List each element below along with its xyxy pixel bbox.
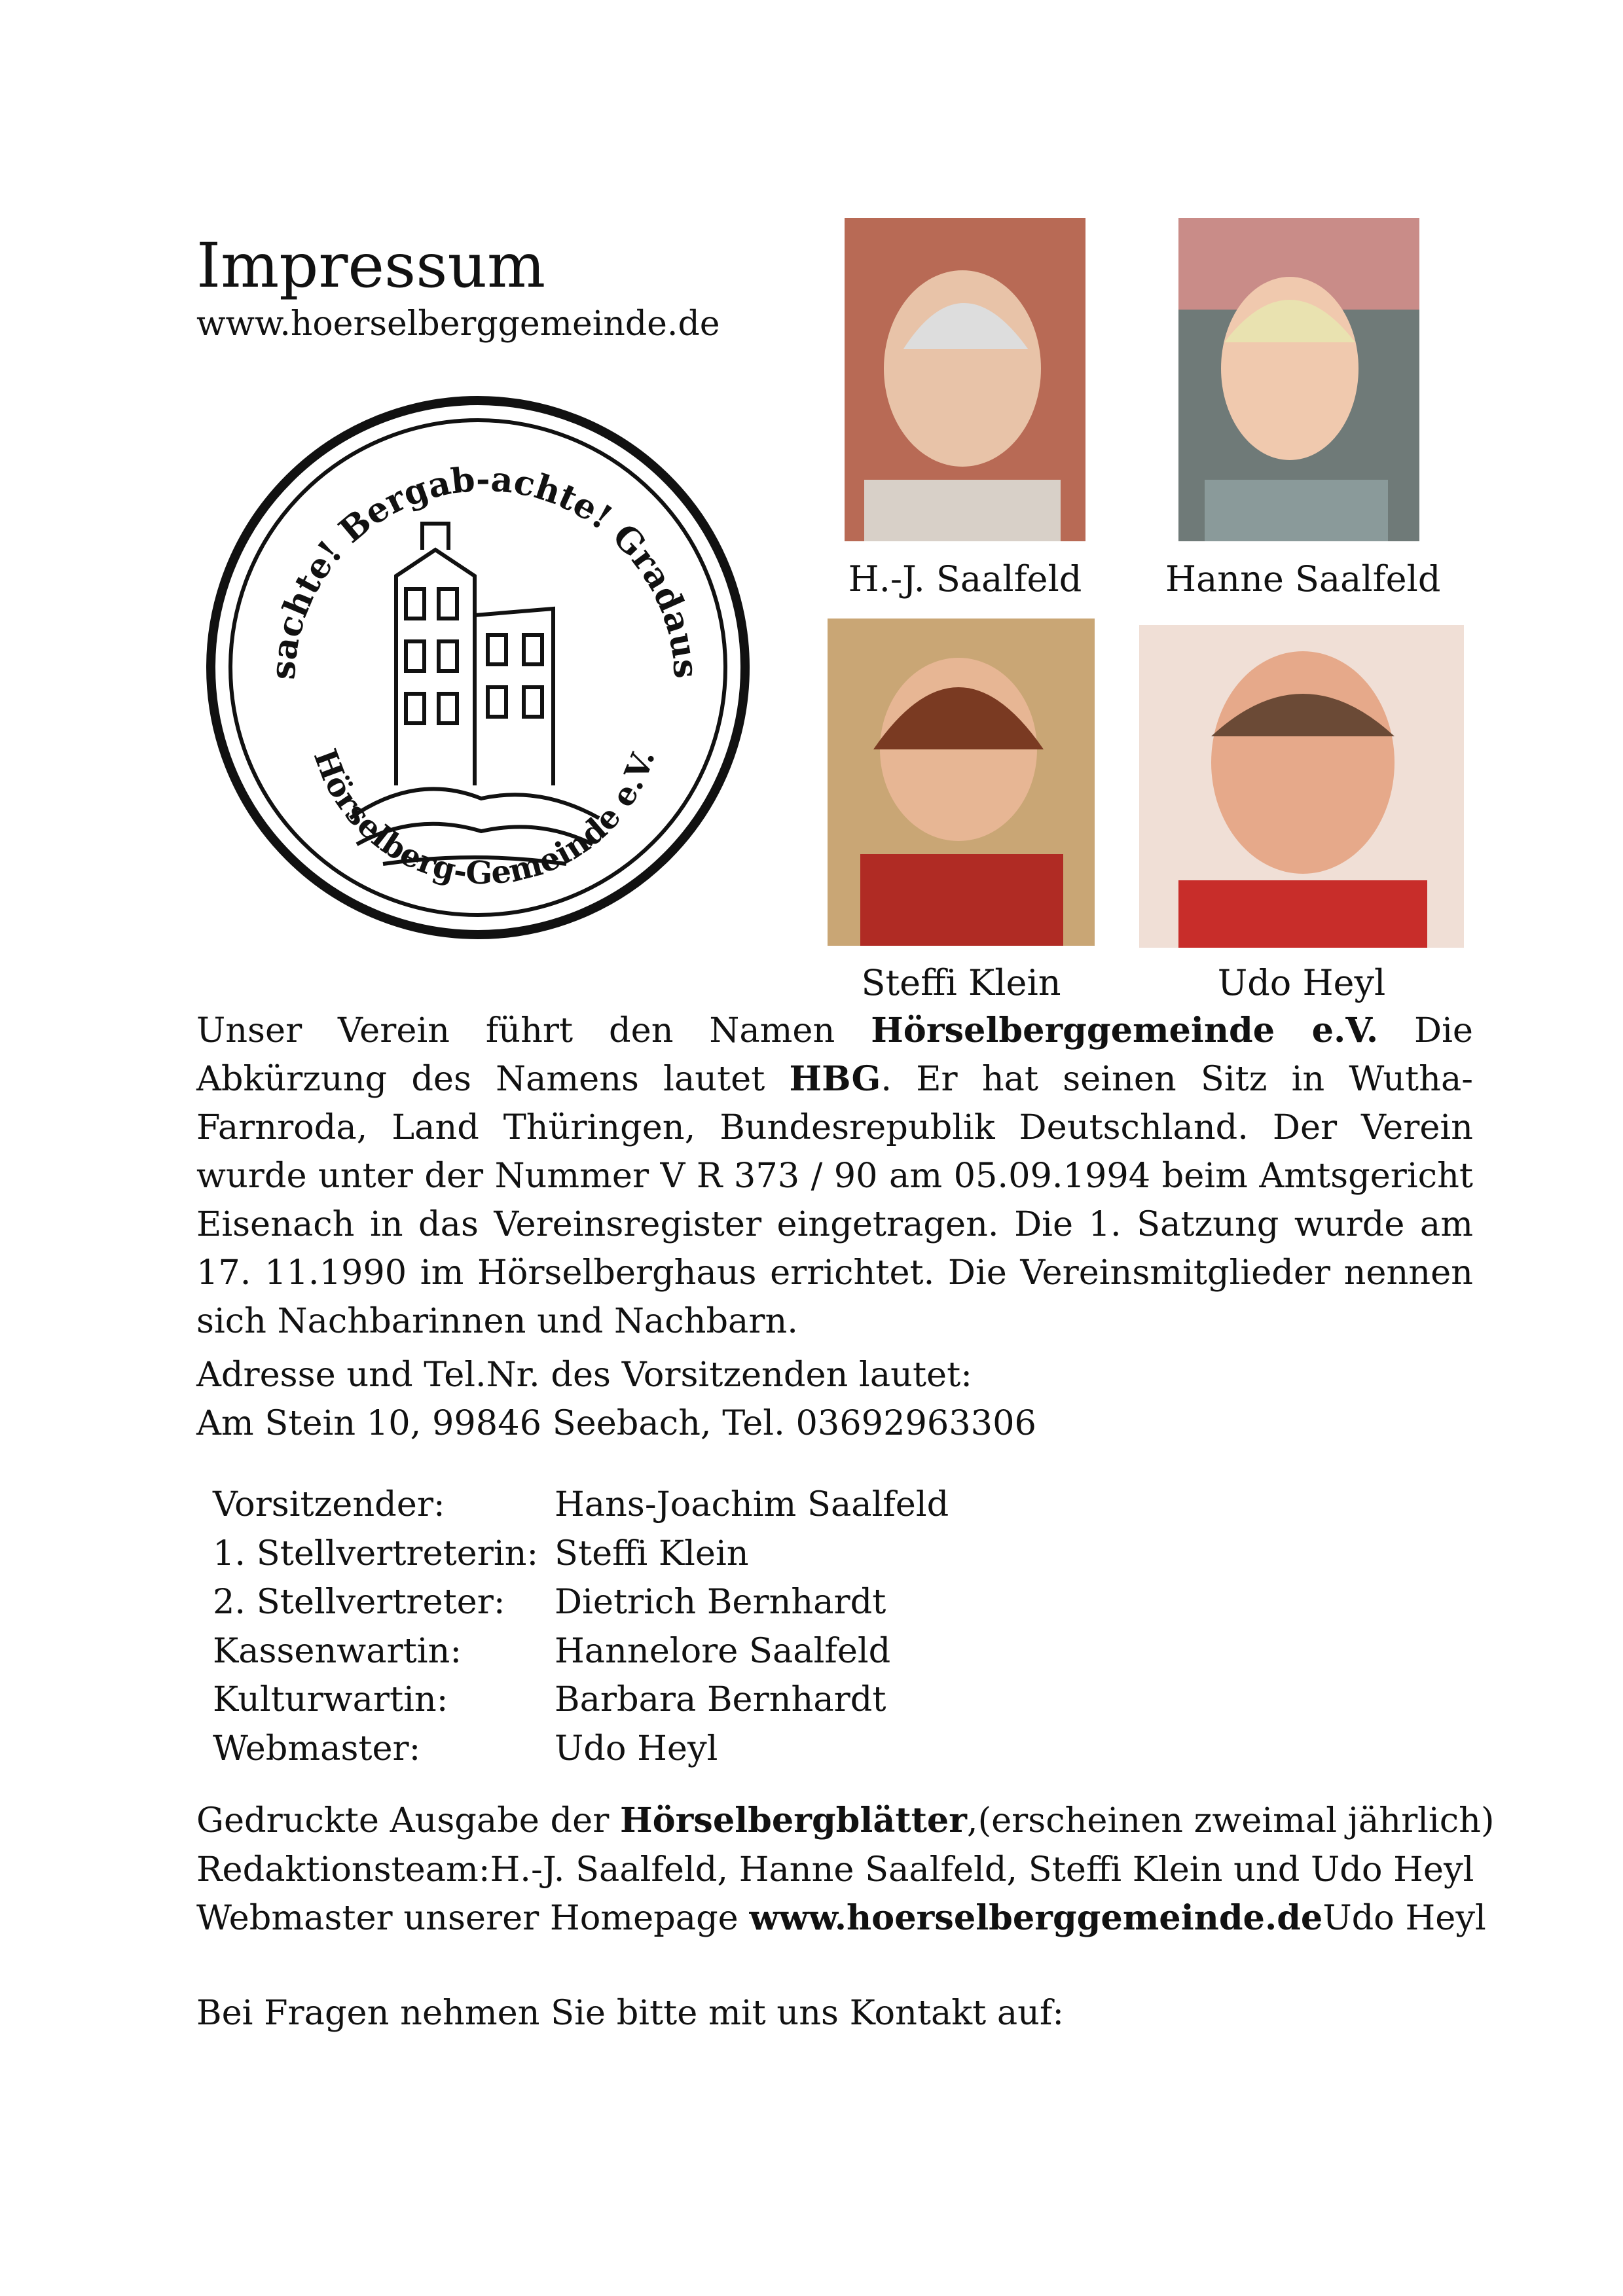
photo-udo-heyl [1139,625,1464,948]
board-list [213,1480,949,1773]
website-url: www.hoerselberggemeinde.de [196,304,720,344]
seal-text-top: sachte! Bergab-achte! Gradaus [263,459,706,681]
caption-hanne-saalfeld: Hanne Saalfeld [1165,558,1441,600]
caption-hj-saalfeld: H.-J. Saalfeld [848,558,1082,600]
photo-steffi-klein [828,619,1095,946]
homepage-link[interactable]: www.hoerselberggemeinde.de [749,1898,1323,1938]
photo-hj-saalfeld [845,218,1085,541]
photo-hanne-saalfeld [1178,218,1419,541]
address-label: Adresse und Tel.Nr. des Vorsitzenden lautet: [196,1355,972,1395]
intro-paragraph: Unser Verein führt den Namen Hörselberggemeinde e.V. Die Abkürzung des Namens lautet HBG. Er hat seinen Sitz in Wutha-Farnroda, Land Thüringen, Bundesrepublik Deutschland. Der Verein wurde unter der Nummer V R 373 / 90 am 05.09.1994 beim Amtsgericht Eisenach in das Vereinsregister eingetragen. Die 1. Satzung wurde am 17. 11.1990 im Hörselberghaus errichtet. Die Vereinsmitglieder nennen sich Nachbarinnen und Nachbarn. [196,1011,1473,1341]
address-value: Am Stein 10, 99846 Seebach, Tel. 03692963306 [196,1403,1036,1443]
caption-udo-heyl: Udo Heyl [1217,962,1386,1003]
publication-frequency: (erscheinen zweimal jährlich) [977,1801,1495,1840]
board-row: Kassenwartin: Hannelore Saalfeld [213,1630,891,1671]
board-row: Kulturwartin: Barbara Bernhardt [213,1679,886,1719]
board-row: 2. Stellvertreter: Dietrich Bernhardt [213,1582,886,1622]
publication-row: Gedruckte Ausgabe der Hörselbergblätter, (erscheinen zweimal jährlich) [196,1797,1473,1846]
contact-note: Bei Fragen nehmen Sie bitte mit uns Kontakt auf: [196,1993,1065,2033]
editorial-team-members: H.-J. Saalfeld, Hanne Saalfeld, Steffi Klein und Udo Heyl [490,1849,1474,1890]
org-name: Hörselberggemeinde e.V. [871,1011,1379,1050]
seal-text-bottom: Hörselberg-Gemeinde e.V. [306,744,663,892]
caption-steffi-klein: Steffi Klein [861,962,1061,1003]
board-row: Vorsitzender: Hans-Joachim Saalfeld [213,1484,949,1524]
svg-text:Bergauf-sachte! Bergab-achte! [200,393,706,681]
association-seal [200,393,756,942]
publication-name: Hörselbergblätter [620,1801,967,1840]
org-abbreviation: HBG [789,1059,881,1099]
board-row: 1. Stellvertreterin: Steffi Klein [213,1533,749,1573]
page-title: Impressum [196,230,546,302]
board-row: Webmaster: Udo Heyl [213,1728,718,1768]
publication-info [196,1797,1495,1943]
house-icon [350,524,599,864]
editorial-team-row: Redaktionsteam: H.-J. Saalfeld, Hanne Saalfeld, Steffi Klein und Udo Heyl [196,1846,1473,1895]
webmaster-name: Udo Heyl [1322,1898,1486,1938]
webmaster-row: Webmaster unserer Homepage www.hoerselberggemeinde.de Udo Heyl [196,1894,1473,1943]
svg-text:Hörselberg-Gemeinde e.V. [306,744,663,891]
